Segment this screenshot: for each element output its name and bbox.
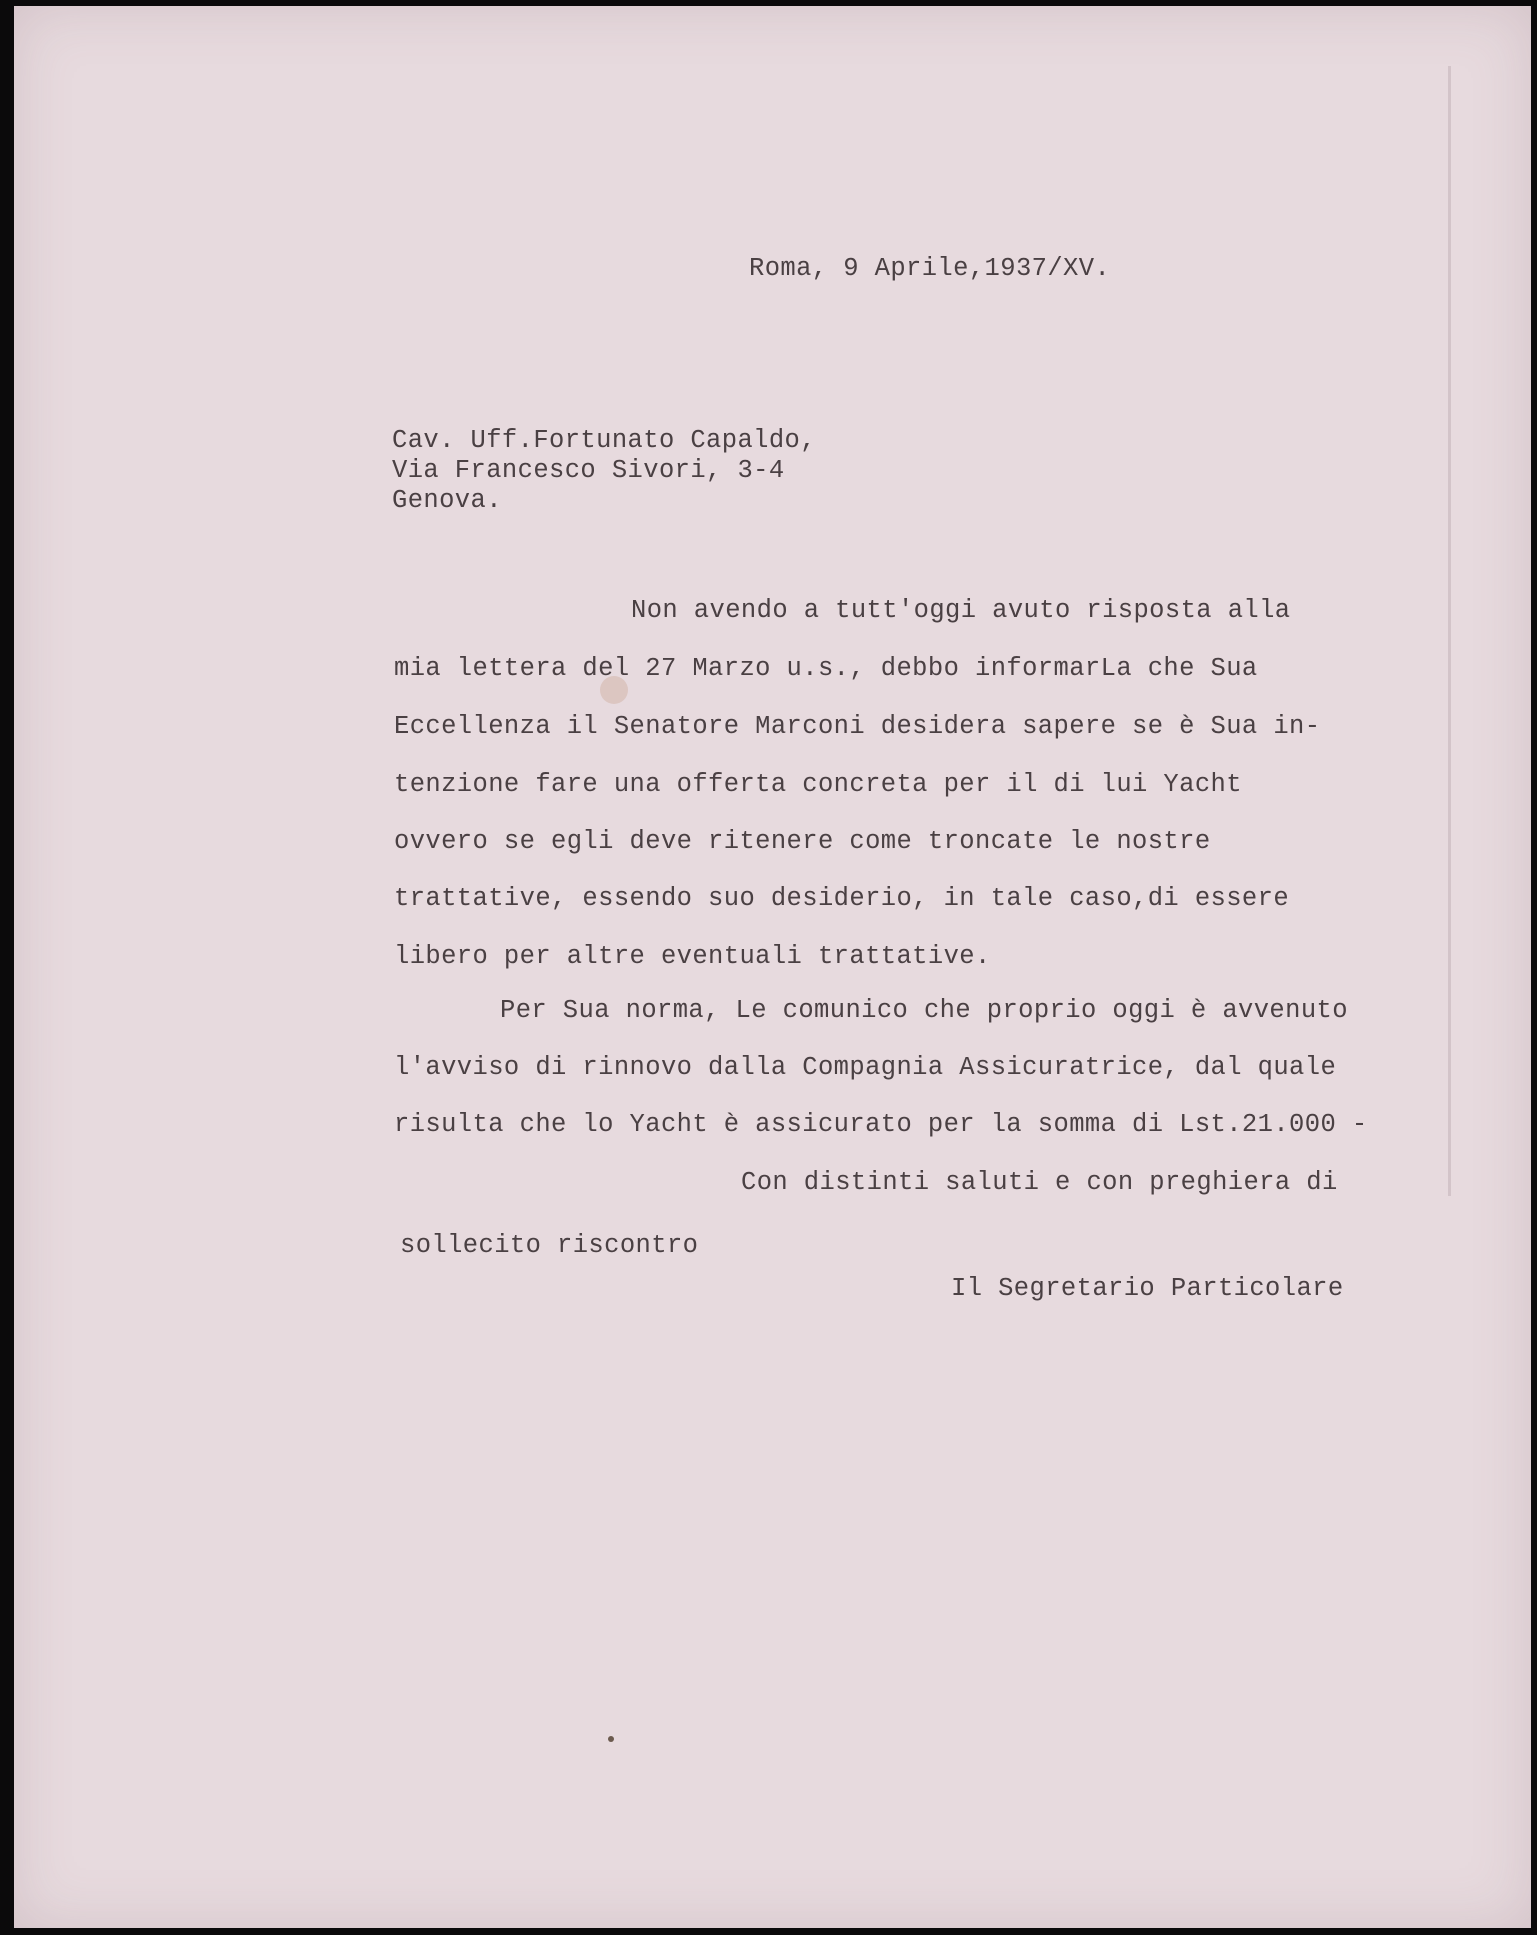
paragraph-line: Eccellenza il Senatore Marconi desidera sapere se è Sua in-	[394, 712, 1321, 741]
letter-date: Roma, 9 Aprile,1937/XV.	[749, 254, 1111, 283]
closing-line: Con distinti saluti e con preghiera di	[741, 1168, 1338, 1197]
paragraph-line: mia lettera del 27 Marzo u.s., debbo informarLa che Sua	[394, 654, 1258, 683]
paragraph-line: Per Sua norma, Le comunico che proprio oggi è avvenuto	[500, 996, 1348, 1025]
paragraph-line: ovvero se egli deve ritenere come troncate le nostre	[394, 827, 1211, 856]
paragraph-line: trattative, essendo suo desiderio, in tale caso,di essere	[394, 884, 1290, 913]
paragraph-line: libero per altre eventuali trattative.	[394, 942, 991, 971]
paper-fold-mark	[1448, 66, 1451, 1196]
paragraph-line: risulta che lo Yacht è assicurato per la somma di Lst.21.000 -	[394, 1110, 1368, 1139]
recipient-city: Genova.	[392, 486, 502, 515]
paragraph-line: tenzione fare una offerta concreta per il di lui Yacht	[394, 770, 1242, 799]
paragraph-line: l'avviso di rinnovo dalla Compagnia Assicuratrice, dal quale	[394, 1053, 1337, 1082]
paragraph-line: Non avendo a tutt'oggi avuto risposta alla	[631, 596, 1291, 625]
ink-speck	[608, 1736, 614, 1742]
signature-title: Il Segretario Particolare	[951, 1274, 1344, 1303]
letter-sheet	[14, 6, 1531, 1928]
recipient-street: Via Francesco Sivori, 3-4	[392, 456, 785, 485]
closing-line: sollecito riscontro	[400, 1231, 699, 1260]
paper-stain	[600, 676, 628, 704]
recipient-name: Cav. Uff.Fortunato Capaldo,	[392, 426, 816, 455]
